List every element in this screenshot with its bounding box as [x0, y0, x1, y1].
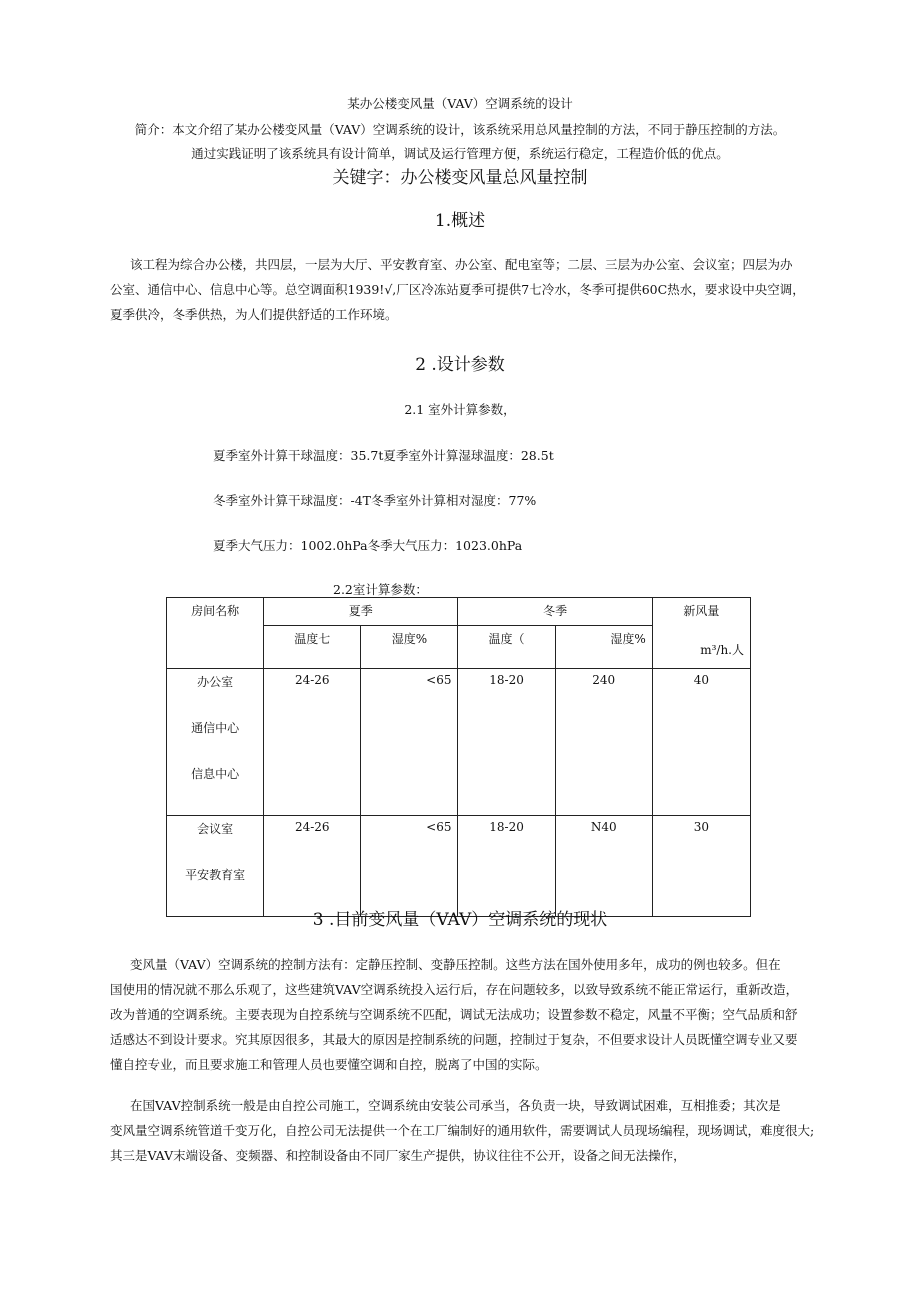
- header-summer-humidity: 湿度%: [361, 626, 458, 669]
- cell: 240: [555, 669, 652, 816]
- section-2-heading: 2 .设计参数: [415, 355, 505, 375]
- cell: 24-26: [264, 816, 361, 917]
- fresh-air-unit: m³/h.人: [700, 643, 744, 657]
- text-line: 懂自控专业，而且要求施工和管理人员也要懂空调和自控，脱离了中国的实际。: [110, 1057, 548, 1072]
- section-3-heading: 3 .目前变风量（VAV）空调系统的现状: [312, 910, 608, 930]
- fresh-air-label: 新风量: [683, 604, 720, 618]
- abstract-line-1: 简介：本文介绍了某办公楼变风量（VAV）空调系统的设计，该系统采用总风量控制的方法，不同于静压控制的方法。: [134, 122, 786, 137]
- cell: 30: [652, 816, 750, 917]
- room-name: 会议室: [197, 822, 234, 836]
- section-3-paragraph-1: [110, 952, 822, 1077]
- text-line: 变风量空调系统管道千变万化，自控公司无法提供一个在工厂编制好的通用软件，需要调试人员现场编程，现场调试，难度很大;: [110, 1123, 815, 1138]
- header-fresh-air: [652, 598, 750, 669]
- header-summer-temp: 温度七: [264, 626, 361, 669]
- subsection-2-1: 2.1 室外计算参数，: [404, 402, 516, 417]
- text-line: 改为普通的空调系统。主要表现为自控系统与空调系统不匹配，调试无法成功；设置参数不稳定，风量不平衡；空气品质和舒: [110, 1007, 798, 1022]
- header-summer: 夏季: [264, 598, 458, 626]
- cell: <65: [361, 669, 458, 816]
- section-1-paragraph: [110, 252, 825, 327]
- room-name: 办公室: [197, 675, 234, 689]
- text-line: 其三是VAV末端设备、变频器、和控制设备由不同厂家生产提供，协议往往不公开，设备之间无法操作，: [110, 1148, 686, 1163]
- text-line: 公室、通信中心、信息中心等。总空调面积1939!√,厂区冷冻站夏季可提供7七冷水，冬季可提供60C热水，要求设中央空调，: [110, 282, 805, 297]
- abstract-line-2: 通过实践证明了该系统具有设计简单，调试及运行管理方便，系统运行稳定，工程造价低的优点。: [191, 146, 729, 161]
- param-line: 夏季大气压力：1002.0hPa冬季大气压力：1023.0hPa: [213, 538, 523, 553]
- indoor-params-table: [166, 597, 751, 917]
- section-3-paragraph-2: [110, 1093, 822, 1168]
- cell: 24-26: [264, 669, 361, 816]
- cell: 18-20: [458, 816, 555, 917]
- room-name: 通信中心: [191, 721, 240, 735]
- header-winter: 冬季: [458, 598, 652, 626]
- text-line: 变风量（VAV）空调系统的控制方法有：定静压控制、变静压控制。这些方法在国外使用多年，成功的例也较多。但在: [130, 957, 781, 972]
- room-names: [167, 816, 264, 917]
- table-row: [167, 669, 751, 816]
- param-line: 冬季室外计算干球温度：-4T冬季室外计算相对湿度：77%: [213, 493, 537, 508]
- table-row: [167, 816, 751, 917]
- section-1-heading: 1.概述: [434, 211, 486, 231]
- header-winter-humidity: 湿度%: [555, 626, 652, 669]
- keywords: 关键字：办公楼变风量总风量控制: [332, 168, 588, 188]
- cell: 18-20: [458, 669, 555, 816]
- cell: 40: [652, 669, 750, 816]
- room-name: 信息中心: [191, 767, 240, 781]
- header-winter-temp: 温度（: [458, 626, 555, 669]
- text-line: 适感达不到设计要求。究其原因很多，其最大的原因是控制系统的问题，控制过于复杂，不但要求设计人员既懂空调专业又要: [110, 1032, 798, 1047]
- text-line: 国使用的情况就不那么乐观了，这些建筑VAV空调系统投入运行后，存在问题较多，以致导致系统不能正常运行，重新改造，: [110, 982, 799, 997]
- room-name: 平安教育室: [185, 868, 246, 882]
- doc-title: 某办公楼变风量（VAV）空调系统的设计: [347, 96, 573, 111]
- header-room: 房间名称: [167, 598, 264, 669]
- room-names: [167, 669, 264, 816]
- param-line: 夏季室外计算干球温度：35.7t夏季室外计算湿球温度：28.5t: [213, 448, 554, 463]
- text-line: 夏季供冷，冬季供热，为人们提供舒适的工作环境。: [110, 307, 398, 322]
- cell: N40: [555, 816, 652, 917]
- cell: <65: [361, 816, 458, 917]
- text-line: 在国VAV控制系统一般是由自控公司施工，空调系统由安装公司承当，各负责一块，导致调试困难，互相推委；其次是: [130, 1098, 781, 1113]
- subsection-2-2: 2.2室计算参数：: [333, 582, 428, 597]
- text-line: 该工程为综合办公楼，共四层，一层为大厅、平安教育室、办公室、配电室等；二层、三层为办公室、会议室；四层为办: [130, 257, 793, 272]
